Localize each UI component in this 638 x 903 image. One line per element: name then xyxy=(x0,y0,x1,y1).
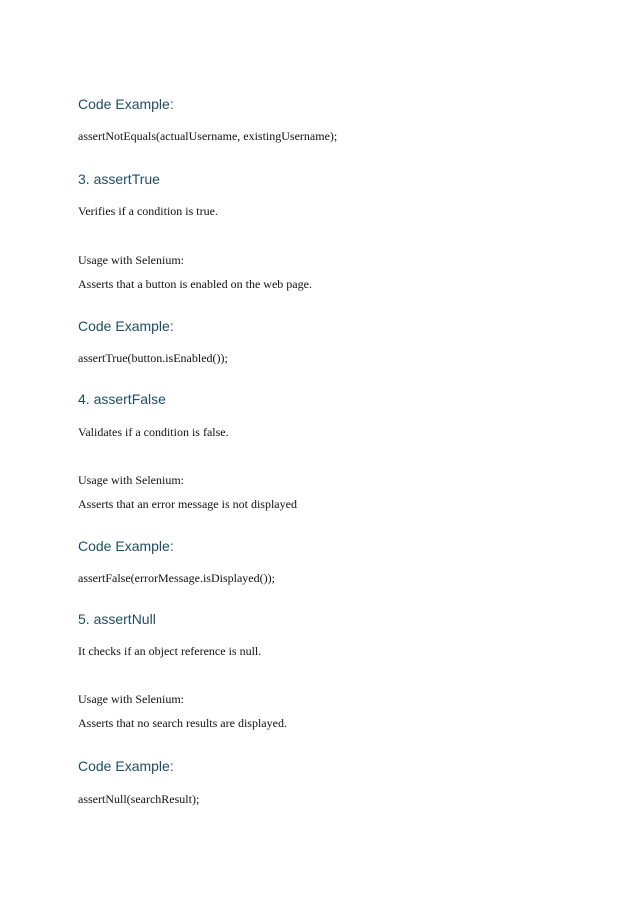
code-line-assert-false: assertFalse(errorMessage.isDisplayed()); xyxy=(78,571,275,585)
section-heading-assert-true: 3. assertTrue xyxy=(78,171,160,187)
section-heading-assert-false: 4. assertFalse xyxy=(78,391,166,407)
code-line-assert-true: assertTrue(button.isEnabled()); xyxy=(78,351,228,365)
code-line-assert-null: assertNull(searchResult); xyxy=(78,792,200,806)
description-assert-null: It checks if an object reference is null. xyxy=(78,644,262,658)
usage-label-assert-false: Usage with Selenium: xyxy=(78,473,184,487)
code-line-assert-not-equals: assertNotEquals(actualUsername, existingUsername); xyxy=(78,129,338,143)
description-assert-true: Verifies if a condition is true. xyxy=(78,204,218,218)
section-heading-assert-null: 5. assertNull xyxy=(78,611,156,627)
usage-label-assert-true: Usage with Selenium: xyxy=(78,253,184,267)
usage-description-assert-false: Asserts that an error message is not displayed xyxy=(78,497,297,511)
description-assert-false: Validates if a condition is false. xyxy=(78,425,229,439)
usage-description-assert-true: Asserts that a button is enabled on the web page. xyxy=(78,277,312,291)
code-example-heading: Code Example: xyxy=(78,318,174,334)
usage-label-assert-null: Usage with Selenium: xyxy=(78,692,184,706)
code-example-heading: Code Example: xyxy=(78,758,174,774)
usage-description-assert-null: Asserts that no search results are displayed. xyxy=(78,716,287,730)
code-example-heading: Code Example: xyxy=(78,538,174,554)
code-example-heading: Code Example: xyxy=(78,96,174,112)
